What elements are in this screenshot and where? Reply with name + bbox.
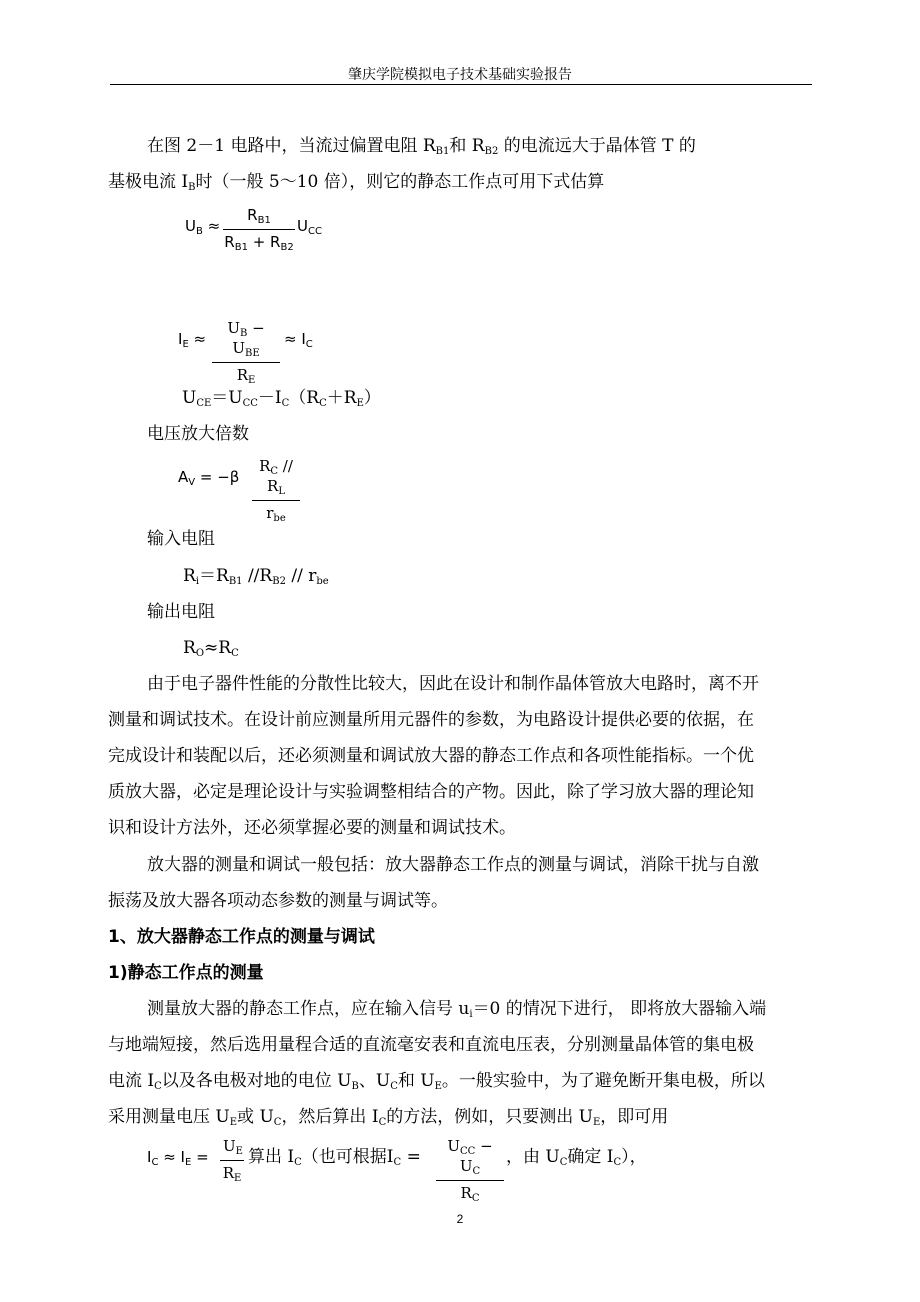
fraction-ue-re: $\frac{U_E}{R_E}$ <box>220 1137 244 1184</box>
header-rule <box>110 84 812 85</box>
page-header: 肇庆学院模拟电子技术基础实验报告 <box>348 67 572 83</box>
section-heading: 1、放大器静态工作点的测量与调试 <box>108 927 375 947</box>
gain-label: 电压放大倍数 <box>147 424 249 444</box>
paragraph-3-line: 与地端短接，然后选用量程合适的直流毫安表和直流电压表，分别测量晶体管的集电极 <box>108 1035 754 1055</box>
paragraph-1-line: 完成设计和装配以后，还必须测量和调试放大器的静态工作点和各项性能指标。一个优 <box>108 746 754 766</box>
paragraph-1-line: 由于电子器件性能的分散性比较大，因此在设计和制作晶体管放大电路时，离不开 <box>147 674 759 694</box>
equation-ri: $R_i=R_{B1}$ $//R_{B2} // r_{be}$ <box>183 566 329 587</box>
output-resistance-label: 输出电阻 <box>147 602 215 622</box>
input-resistance-label: 输入电阻 <box>147 529 215 549</box>
paragraph-3-line: 电流 $I_C$以及各电极对地的电位 $U_B$、$U_C$和 $U_E$。一般实验中，为了避免断开集电极，所以 <box>108 1071 765 1092</box>
fraction-ie: $U_B - U_{BE}$ $R_E$ <box>212 319 280 386</box>
fraction-ucc-uc: $U_{CC} - U_C$ $R_C$ <box>436 1137 504 1204</box>
paragraph-3-line: 采用测量电压 $U_E$或 $U_C$，然后算出 $I_C$的方法，例如，只要测出 $U_E$，即可用 <box>108 1107 669 1128</box>
intro-line-2: 基极电流 $I_B$时（一般 5～10 倍），则它的静态工作点可用下式估算 <box>108 172 605 193</box>
fraction-av: $R_C // R_L$ $r_{be}$ <box>252 457 300 524</box>
subsection-heading: 1)静态工作点的测量 <box>108 963 264 983</box>
fraction-ub: $\frac{R_{B1}}{R_{B1} + R_{B2}}$ <box>224 206 294 253</box>
intro-line-1: 在图 2－1 电路中，当流过偏置电阻 $R_{B1}$和 $R_{B2}$ 的电流远大于晶体管 T 的 <box>147 136 696 157</box>
paragraph-1-line: 识和设计方法外，还必须掌握必要的测量和调试技术。 <box>108 818 516 838</box>
paragraph-2-line: 振荡及放大器各项动态参数的测量与调试等。 <box>108 891 448 911</box>
page-number: 2 <box>456 1212 464 1226</box>
paragraph-1-line: 测量和调试技术。在设计前应测量所用元器件的参数，为电路设计提供必要的依据，在 <box>108 710 754 730</box>
paragraph-2-line: 放大器的测量和调试一般包括：放大器静态工作点的测量与调试，消除干扰与自激 <box>147 855 759 875</box>
equation-uce: $U_{CE}=U_{CC}-I_C(R_C+R_E)$ <box>182 388 381 409</box>
equation-ro: $R_O\approx R_C$ <box>183 638 239 659</box>
paragraph-3-line: 测量放大器的静态工作点，应在输入信号 $u_i=0$ 的情况下进行， 即将放大器输入端 <box>147 999 767 1020</box>
paragraph-1-line: 质放大器，必定是理论设计与实验调整相结合的产物。因此，除了学习放大器的理论知 <box>108 782 754 802</box>
